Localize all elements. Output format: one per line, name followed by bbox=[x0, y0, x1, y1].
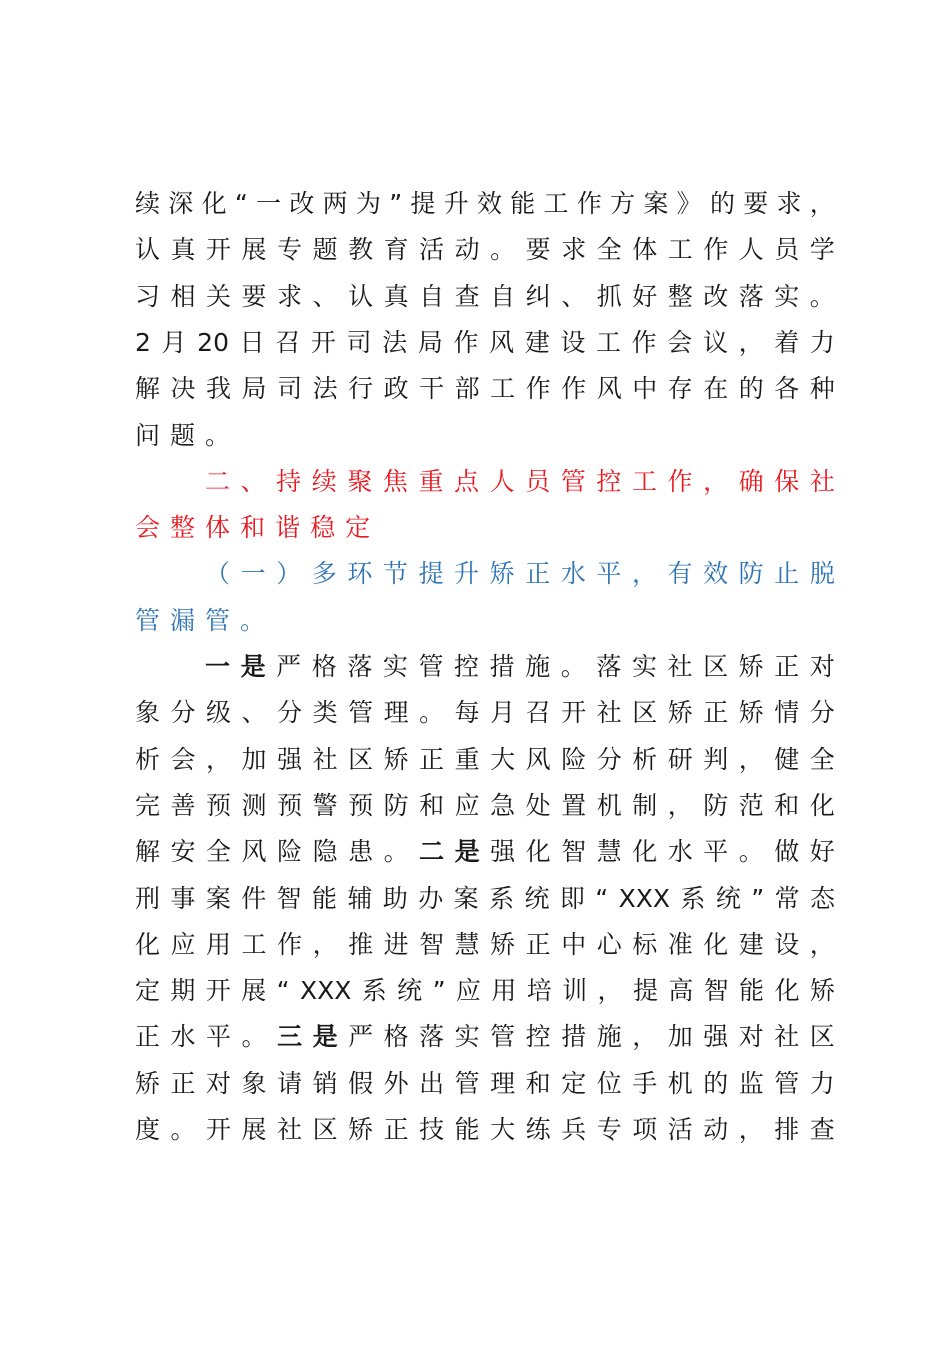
text-line: 化 应 用 工 作 ， 推 进 智 慧 矫 正 中 心 标 准 化 建 设 ， bbox=[135, 929, 835, 959]
text-line: 解 安 全 风 险 隐 患 。 二 是 强 化 智 慧 化 水 平 。 做 好 bbox=[135, 837, 835, 867]
text-line: 析 会 ， 加 强 社 区 矫 正 重 大 风 险 分 析 研 判 ， 健 全 bbox=[135, 744, 835, 774]
text-line: 习 相 关 要 求 、 认 真 自 查 自 纠 、 抓 好 整 改 落 实 。 bbox=[135, 281, 835, 311]
text-line: 象 分 级 、 分 类 管 理 。 每 月 召 开 社 区 矫 正 矫 情 分 bbox=[135, 698, 835, 728]
text-line: 会整体和谐稳定 bbox=[135, 513, 381, 543]
text-line: 问题。 bbox=[135, 420, 241, 450]
text-line: 认 真 开 展 专 题 教 育 活 动 。 要 求 全 体 工 作 人 员 学 bbox=[135, 235, 835, 265]
text-line: 解 决 我 局 司 法 行 政 干 部 工 作 作 风 中 存 在 的 各 种 bbox=[135, 374, 835, 404]
text-line: 矫 正 对 象 请 销 假 外 出 管 理 和 定 位 手 机 的 监 管 力 bbox=[135, 1068, 835, 1098]
text-line: 正 水 平 。 三 是 严 格 落 实 管 控 措 施 ， 加 强 对 社 区 bbox=[135, 1022, 835, 1052]
text-line: （ 一 ） 多 环 节 提 升 矫 正 水 平 ， 有 效 防 止 脱 bbox=[205, 559, 835, 589]
text-line: 度 。 开 展 社 区 矫 正 技 能 大 练 兵 专 项 活 动 ， 排 查 bbox=[135, 1115, 835, 1144]
text-line: 一 是 严 格 落 实 管 控 措 施 。 落 实 社 区 矫 正 对 bbox=[205, 652, 835, 681]
text-line: 管漏管。 bbox=[135, 605, 276, 635]
text-line: 2 月 20 日 召 开 司 法 局 作 风 建 设 工 作 会 议 ， 着 力 bbox=[135, 327, 835, 357]
text-line: 刑 事 案 件 智 能 辅 助 办 案 系 统 即 “ XXX 系 统 ” 常 态 bbox=[135, 883, 835, 913]
text-line: 完 善 预 测 预 警 预 防 和 应 急 处 置 机 制 ， 防 范 和 化 bbox=[135, 790, 835, 820]
text-line: 二 、 持 续 聚 焦 重 点 人 员 管 控 工 作 ， 确 保 社 bbox=[205, 466, 835, 496]
text-line: 定 期 开 展 “ XXX 系 统 ” 应 用 培 训 ， 提 高 智 能 化 矫 bbox=[135, 976, 835, 1006]
text-line: 续 深 化 “ 一 改 两 为 ” 提 升 效 能 工 作 方 案 》 的 要 求 ， bbox=[135, 189, 835, 218]
